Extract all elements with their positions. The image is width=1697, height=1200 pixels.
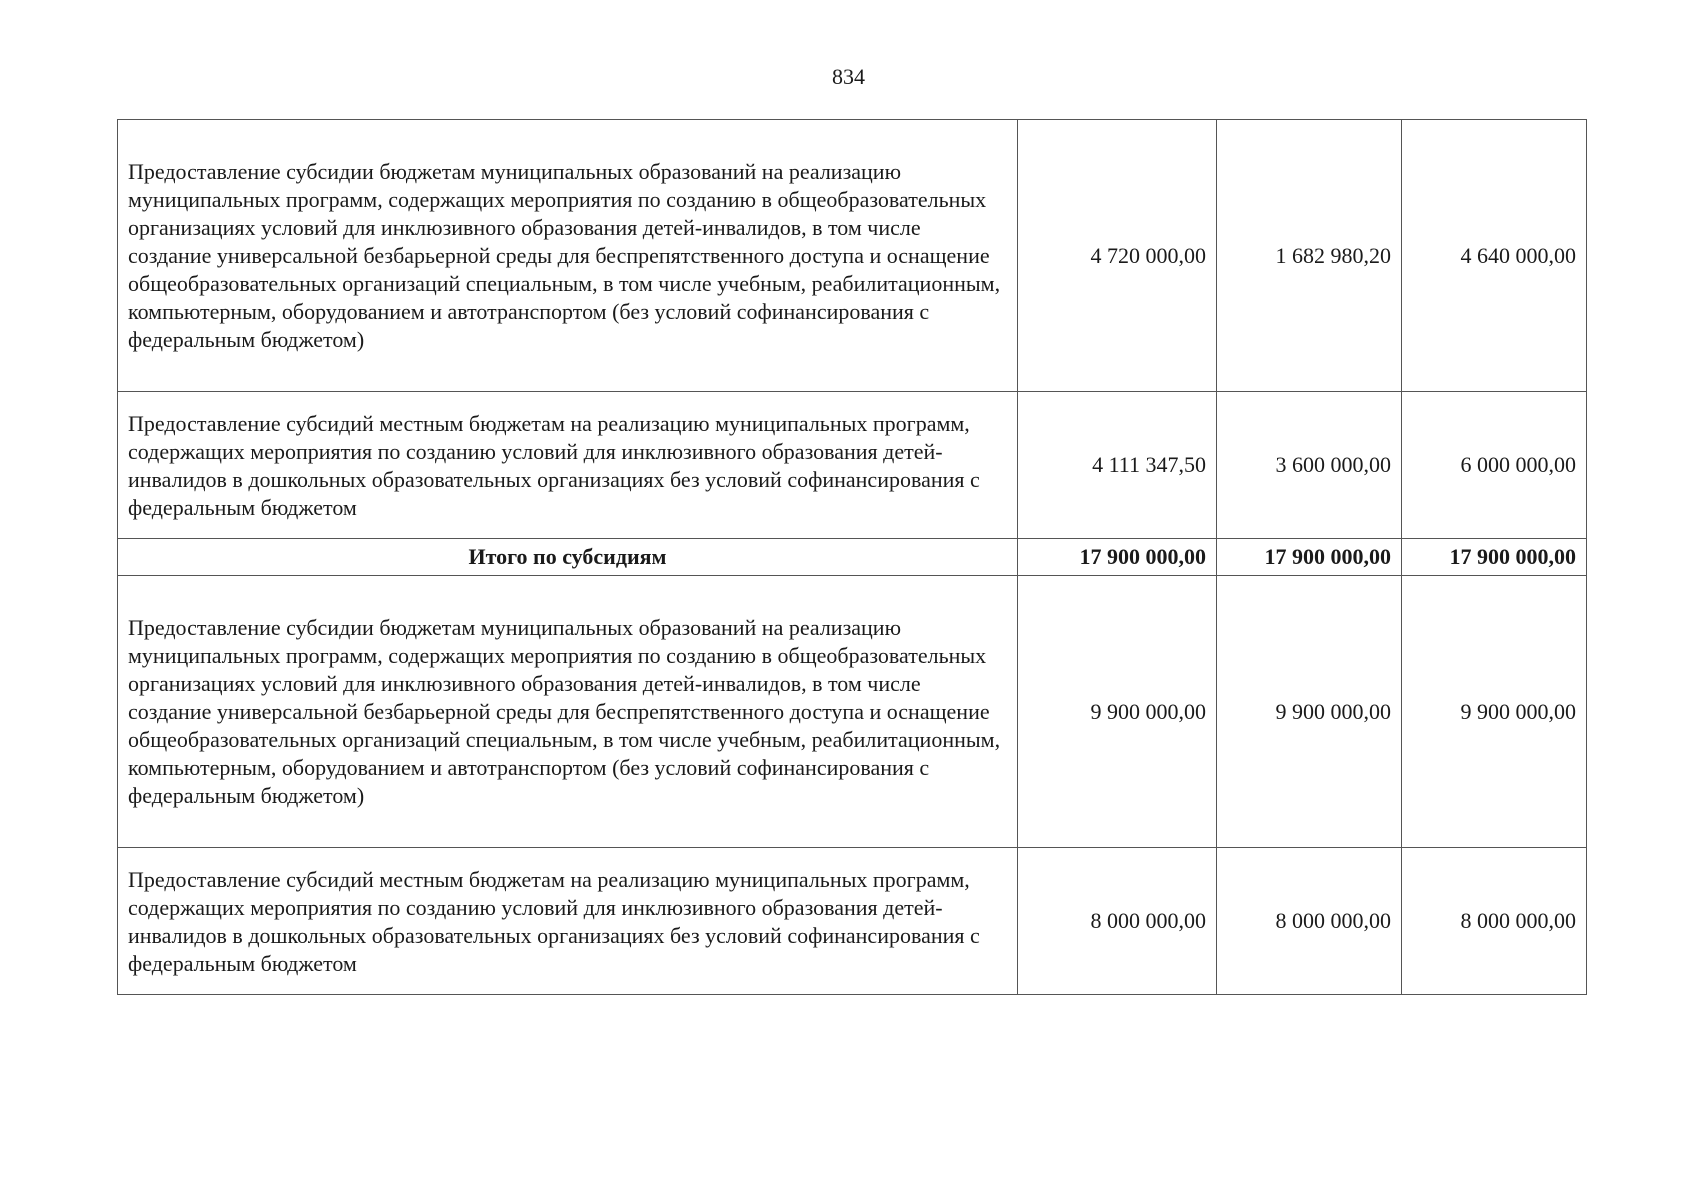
- row-value-year-2: 3 600 000,00: [1217, 392, 1402, 539]
- total-value-year-3: 17 900 000,00: [1402, 539, 1587, 576]
- row-description: Предоставление субсидий местным бюджетам на реализацию муниципальных программ, содержащих мероприятия по созданию условий для инклюзивного образования детей-инвалидов в дошкольных образовательных организациях без условий софинансирования с федеральным бюджетом: [118, 392, 1018, 539]
- row-value-year-1: 9 900 000,00: [1018, 576, 1217, 848]
- total-label: Итого по субсидиям: [118, 539, 1018, 576]
- table-row: [118, 848, 1587, 995]
- table-row: [118, 120, 1587, 392]
- row-description: Предоставление субсидии бюджетам муниципальных образований на реализацию муниципальных программ, содержащих мероприятия по созданию в общеобразовательных организациях условий для инклюзивного образования детей-инвалидов, в том числе создание универсальной безбарьерной среды для беспрепятственного доступа и оснащение общеобразовательных организаций специальным, в том числе учебным, реабилитационным, компьютерным, оборудованием и автотранспортом (без условий софинансирования с федеральным бюджетом): [118, 120, 1018, 392]
- table-row: [118, 576, 1587, 848]
- row-description: Предоставление субсидий местным бюджетам на реализацию муниципальных программ, содержащих мероприятия по созданию условий для инклюзивного образования детей-инвалидов в дошкольных образовательных организациях без условий софинансирования с федеральным бюджетом: [118, 848, 1018, 995]
- total-value-year-1: 17 900 000,00: [1018, 539, 1217, 576]
- row-value-year-3: 8 000 000,00: [1402, 848, 1587, 995]
- row-value-year-2: 1 682 980,20: [1217, 120, 1402, 392]
- total-value-year-2: 17 900 000,00: [1217, 539, 1402, 576]
- row-value-year-3: 4 640 000,00: [1402, 120, 1587, 392]
- total-row: [118, 539, 1587, 576]
- row-value-year-3: 9 900 000,00: [1402, 576, 1587, 848]
- table-row: [118, 392, 1587, 539]
- row-value-year-2: 8 000 000,00: [1217, 848, 1402, 995]
- page-number: 834: [832, 64, 865, 89]
- budget-table: [117, 119, 1587, 995]
- row-value-year-1: 4 720 000,00: [1018, 120, 1217, 392]
- row-value-year-1: 4 111 347,50: [1018, 392, 1217, 539]
- row-value-year-1: 8 000 000,00: [1018, 848, 1217, 995]
- row-value-year-3: 6 000 000,00: [1402, 392, 1587, 539]
- row-description: Предоставление субсидии бюджетам муниципальных образований на реализацию муниципальных программ, содержащих мероприятия по созданию в общеобразовательных организациях условий для инклюзивного образования детей-инвалидов, в том числе создание универсальной безбарьерной среды для беспрепятственного доступа и оснащение общеобразовательных организаций специальным, в том числе учебным, реабилитационным, компьютерным, оборудованием и автотранспортом (без условий софинансирования с федеральным бюджетом): [118, 576, 1018, 848]
- row-value-year-2: 9 900 000,00: [1217, 576, 1402, 848]
